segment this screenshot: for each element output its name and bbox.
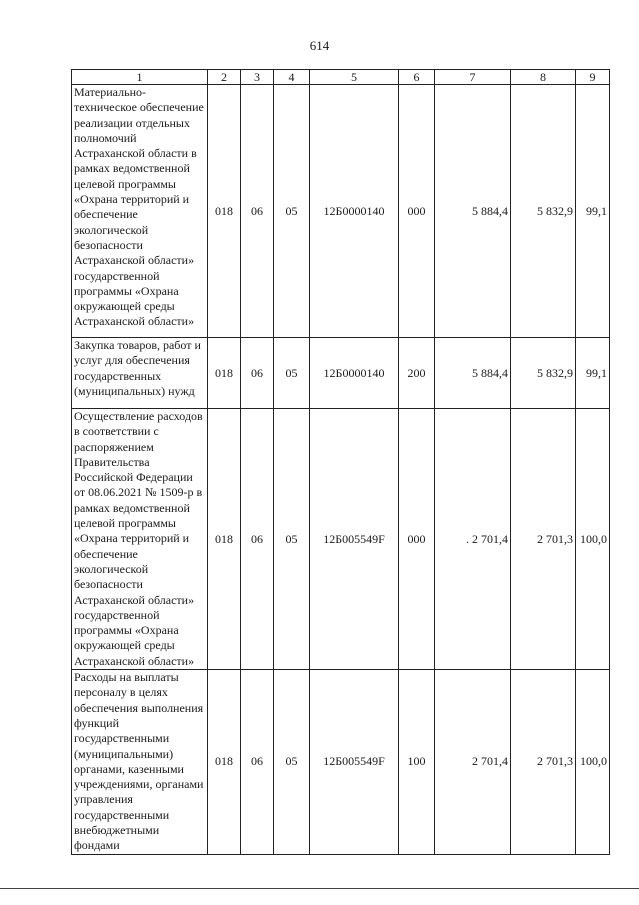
row-col-9: 99,1 (576, 85, 610, 338)
row-col-5: 12Б0000140 (310, 85, 399, 338)
row-col-9: 100,0 (576, 409, 610, 670)
row-col-4: 05 (274, 338, 310, 409)
col-header-3: 3 (241, 70, 274, 85)
col-header-5: 5 (310, 70, 399, 85)
row-col-4: 05 (274, 409, 310, 670)
row-col-3: 06 (241, 85, 274, 338)
budget-table (71, 69, 610, 855)
row-description: Осуществление расходов в соответствии с распоряжением Правительства Российской Федерации от 08.06.2021 № 1509-р в рамках ведомственной целевой программы «Охрана территорий и обеспечение экологической безопасности Астраханской области» государственной программы «Охрана окружающей среды Астраханской области» (72, 409, 208, 670)
row-col-5: 12Б005549F (310, 409, 399, 670)
row-col-6: 200 (399, 338, 435, 409)
col-header-8: 8 (511, 70, 576, 85)
row-col-4: 05 (274, 670, 310, 855)
row-col-5: 12Б0000140 (310, 338, 399, 409)
row-col-4: 05 (274, 85, 310, 338)
row-description: Материально-техническое обеспечение реализации отдельных полномочий Астраханской области в рамках ведомственной целевой программы «Охрана территорий и обеспечение экологической безопасности Астраханской области» государственной программы «Охрана окружающей среды Астраханской области» (72, 85, 208, 338)
col-header-1: 1 (72, 70, 208, 85)
col-header-9: 9 (576, 70, 610, 85)
col-header-4: 4 (274, 70, 310, 85)
row-col-2: 018 (208, 670, 241, 855)
row-col-9: 100,0 (576, 670, 610, 855)
table-row (72, 409, 610, 670)
col-header-7: 7 (435, 70, 511, 85)
row-col-8: 2 701,3 (511, 409, 576, 670)
table-row (72, 85, 610, 338)
row-col-8: 5 832,9 (511, 85, 576, 338)
row-col-5: 12Б005549F (310, 670, 399, 855)
row-col-7: 2 701,4 (435, 670, 511, 855)
row-col-2: 018 (208, 85, 241, 338)
row-col-3: 06 (241, 409, 274, 670)
scan-bottom-edge (0, 888, 639, 889)
row-description: Расходы на выплаты персоналу в целях обеспечения выполнения функций государственными (муниципальными) органами, казенными учреждениями, органами управления государственными внебюджетными фондами (72, 670, 208, 855)
row-col-2: 018 (208, 409, 241, 670)
row-col-8: 2 701,3 (511, 670, 576, 855)
row-col-7: 5 884,4 (435, 338, 511, 409)
row-col-7: . 2 701,4 (435, 409, 511, 670)
row-col-2: 018 (208, 338, 241, 409)
row-col-3: 06 (241, 670, 274, 855)
row-col-6: 000 (399, 85, 435, 338)
row-col-6: 000 (399, 409, 435, 670)
row-col-3: 06 (241, 338, 274, 409)
row-col-9: 99,1 (576, 338, 610, 409)
row-col-8: 5 832,9 (511, 338, 576, 409)
col-header-6: 6 (399, 70, 435, 85)
table-row (72, 670, 610, 855)
col-header-2: 2 (208, 70, 241, 85)
row-col-7: 5 884,4 (435, 85, 511, 338)
table-row (72, 338, 610, 409)
page-number: 614 (309, 38, 330, 53)
header-row (72, 70, 610, 85)
row-col-6: 100 (399, 670, 435, 855)
row-description: Закупка товаров, работ и услуг для обеспечения государственных (муниципальных) нужд (72, 338, 208, 409)
